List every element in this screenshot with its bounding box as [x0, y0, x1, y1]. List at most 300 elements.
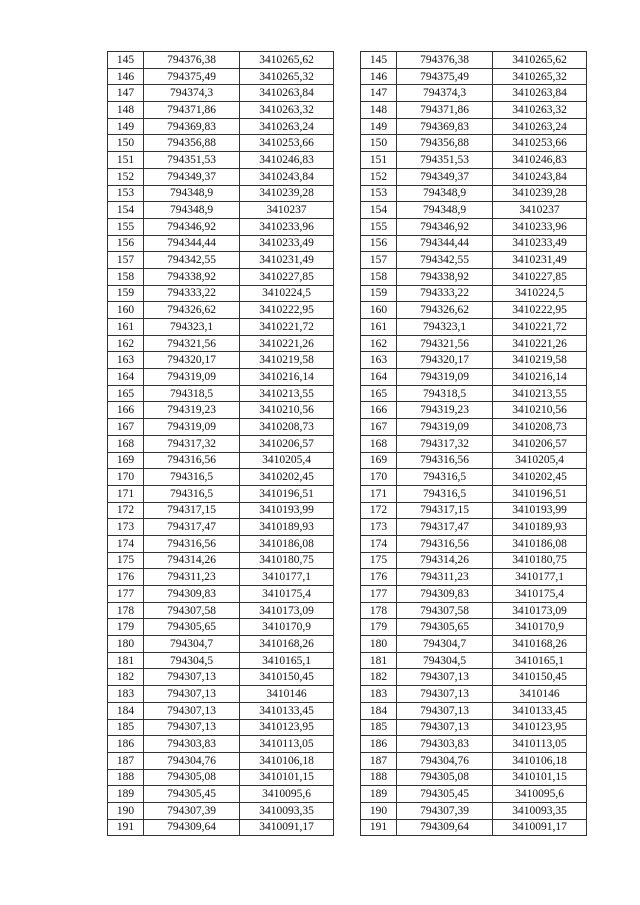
point-number-cell: 172: [108, 502, 144, 519]
x-coordinate-cell: 794317,15: [144, 502, 240, 519]
x-coordinate-cell: 794351,53: [397, 152, 493, 169]
table-row: [108, 85, 334, 102]
y-coordinate-cell: 3410263,32: [493, 102, 587, 119]
y-coordinate-cell: 3410227,85: [493, 268, 587, 285]
table-row: [108, 352, 334, 369]
y-coordinate-cell: 3410206,57: [240, 435, 334, 452]
point-number-cell: 175: [361, 552, 397, 569]
x-coordinate-cell: 794303,83: [144, 736, 240, 753]
table-row: [108, 686, 334, 703]
y-coordinate-cell: 3410150,45: [493, 669, 587, 686]
point-number-cell: 177: [361, 586, 397, 603]
point-number-cell: 151: [361, 152, 397, 169]
y-coordinate-cell: 3410168,26: [240, 636, 334, 653]
point-number-cell: 191: [361, 819, 397, 836]
x-coordinate-cell: 794375,49: [397, 68, 493, 85]
x-coordinate-cell: 794338,92: [397, 268, 493, 285]
point-number-cell: 191: [108, 819, 144, 836]
point-number-cell: 161: [108, 319, 144, 336]
table-row: [361, 352, 587, 369]
x-coordinate-cell: 794321,56: [144, 335, 240, 352]
y-coordinate-cell: 3410095,6: [240, 786, 334, 803]
point-number-cell: 159: [108, 285, 144, 302]
x-coordinate-cell: 794371,86: [397, 102, 493, 119]
y-coordinate-cell: 3410202,45: [493, 469, 587, 486]
y-coordinate-cell: 3410113,05: [240, 736, 334, 753]
point-number-cell: 184: [108, 702, 144, 719]
point-number-cell: 170: [361, 469, 397, 486]
x-coordinate-cell: 794369,83: [397, 118, 493, 135]
coordinates-table-left: [107, 51, 334, 836]
y-coordinate-cell: 3410101,15: [240, 769, 334, 786]
point-number-cell: 162: [108, 335, 144, 352]
y-coordinate-cell: 3410133,45: [493, 702, 587, 719]
table-row: [108, 252, 334, 269]
table-row: [361, 252, 587, 269]
y-coordinate-cell: 3410165,1: [240, 652, 334, 669]
y-coordinate-cell: 3410265,32: [493, 68, 587, 85]
y-coordinate-cell: 3410219,58: [240, 352, 334, 369]
x-coordinate-cell: 794319,09: [144, 419, 240, 436]
y-coordinate-cell: 3410213,55: [240, 385, 334, 402]
y-coordinate-cell: 3410196,51: [493, 485, 587, 502]
table-row: [361, 402, 587, 419]
point-number-cell: 171: [108, 485, 144, 502]
x-coordinate-cell: 794316,56: [397, 452, 493, 469]
y-coordinate-cell: 3410193,99: [240, 502, 334, 519]
y-coordinate-cell: 3410202,45: [240, 469, 334, 486]
x-coordinate-cell: 794307,39: [144, 802, 240, 819]
y-coordinate-cell: 3410175,4: [240, 586, 334, 603]
table-row: [361, 85, 587, 102]
point-number-cell: 151: [108, 152, 144, 169]
x-coordinate-cell: 794316,5: [144, 469, 240, 486]
table-row: [361, 369, 587, 386]
y-coordinate-cell: 3410206,57: [493, 435, 587, 452]
y-coordinate-cell: 3410186,08: [493, 535, 587, 552]
y-coordinate-cell: 3410213,55: [493, 385, 587, 402]
table-row: [361, 552, 587, 569]
table-row: [361, 268, 587, 285]
table-row: [361, 168, 587, 185]
y-coordinate-cell: 3410150,45: [240, 669, 334, 686]
x-coordinate-cell: 794314,26: [144, 552, 240, 569]
x-coordinate-cell: 794376,38: [144, 52, 240, 69]
y-coordinate-cell: 3410237: [493, 202, 587, 219]
point-number-cell: 180: [361, 636, 397, 653]
table-row: [361, 419, 587, 436]
table-row: [108, 802, 334, 819]
x-coordinate-cell: 794374,3: [397, 85, 493, 102]
point-number-cell: 165: [108, 385, 144, 402]
y-coordinate-cell: 3410205,4: [493, 452, 587, 469]
x-coordinate-cell: 794304,76: [144, 752, 240, 769]
x-coordinate-cell: 794307,13: [397, 686, 493, 703]
table-row: [361, 702, 587, 719]
y-coordinate-cell: 3410263,32: [240, 102, 334, 119]
x-coordinate-cell: 794307,58: [144, 602, 240, 619]
table-row: [361, 118, 587, 135]
table-row: [361, 786, 587, 803]
y-coordinate-cell: 3410263,24: [240, 118, 334, 135]
x-coordinate-cell: 794319,23: [144, 402, 240, 419]
y-coordinate-cell: 3410265,62: [493, 52, 587, 69]
x-coordinate-cell: 794356,88: [397, 135, 493, 152]
x-coordinate-cell: 794333,22: [397, 285, 493, 302]
y-coordinate-cell: 3410180,75: [493, 552, 587, 569]
y-coordinate-cell: 3410239,28: [493, 185, 587, 202]
point-number-cell: 176: [108, 569, 144, 586]
table-row: [361, 535, 587, 552]
point-number-cell: 174: [361, 535, 397, 552]
y-coordinate-cell: 3410263,84: [240, 85, 334, 102]
y-coordinate-cell: 3410265,62: [240, 52, 334, 69]
point-number-cell: 149: [108, 118, 144, 135]
point-number-cell: 152: [108, 168, 144, 185]
y-coordinate-cell: 3410193,99: [493, 502, 587, 519]
y-coordinate-cell: 3410208,73: [493, 419, 587, 436]
x-coordinate-cell: 794314,26: [397, 552, 493, 569]
table-row: [361, 819, 587, 836]
x-coordinate-cell: 794320,17: [397, 352, 493, 369]
x-coordinate-cell: 794316,5: [144, 485, 240, 502]
x-coordinate-cell: 794305,45: [397, 786, 493, 803]
point-number-cell: 190: [361, 802, 397, 819]
table-row: [108, 752, 334, 769]
point-number-cell: 182: [108, 669, 144, 686]
x-coordinate-cell: 794307,13: [397, 719, 493, 736]
y-coordinate-cell: 3410180,75: [240, 552, 334, 569]
y-coordinate-cell: 3410168,26: [493, 636, 587, 653]
table-row: [108, 652, 334, 669]
y-coordinate-cell: 3410233,49: [493, 235, 587, 252]
table-row: [108, 202, 334, 219]
table-row: [108, 552, 334, 569]
table-row: [361, 452, 587, 469]
y-coordinate-cell: 3410227,85: [240, 268, 334, 285]
table-row: [361, 519, 587, 536]
x-coordinate-cell: 794307,13: [397, 669, 493, 686]
point-number-cell: 159: [361, 285, 397, 302]
point-number-cell: 156: [108, 235, 144, 252]
y-coordinate-cell: 3410221,72: [240, 319, 334, 336]
x-coordinate-cell: 794319,09: [144, 369, 240, 386]
x-coordinate-cell: 794317,47: [397, 519, 493, 536]
table-body-left: [108, 52, 334, 836]
table-row: [361, 752, 587, 769]
x-coordinate-cell: 794316,5: [397, 469, 493, 486]
coordinates-table-right: [360, 51, 587, 836]
point-number-cell: 145: [108, 52, 144, 69]
x-coordinate-cell: 794323,1: [144, 319, 240, 336]
point-number-cell: 153: [108, 185, 144, 202]
x-coordinate-cell: 794348,9: [144, 202, 240, 219]
y-coordinate-cell: 3410186,08: [240, 535, 334, 552]
x-coordinate-cell: 794351,53: [144, 152, 240, 169]
point-number-cell: 150: [361, 135, 397, 152]
table-row: [108, 586, 334, 603]
y-coordinate-cell: 3410177,1: [493, 569, 587, 586]
point-number-cell: 167: [108, 419, 144, 436]
x-coordinate-cell: 794318,5: [397, 385, 493, 402]
point-number-cell: 186: [108, 736, 144, 753]
point-number-cell: 179: [108, 619, 144, 636]
x-coordinate-cell: 794305,08: [144, 769, 240, 786]
y-coordinate-cell: 3410173,09: [240, 602, 334, 619]
point-number-cell: 167: [361, 419, 397, 436]
y-coordinate-cell: 3410224,5: [493, 285, 587, 302]
table-row: [361, 435, 587, 452]
table-row: [361, 485, 587, 502]
y-coordinate-cell: 3410095,6: [493, 786, 587, 803]
point-number-cell: 184: [361, 702, 397, 719]
y-coordinate-cell: 3410221,26: [493, 335, 587, 352]
point-number-cell: 172: [361, 502, 397, 519]
point-number-cell: 181: [361, 652, 397, 669]
table-row: [108, 152, 334, 169]
x-coordinate-cell: 794319,23: [397, 402, 493, 419]
point-number-cell: 168: [361, 435, 397, 452]
point-number-cell: 175: [108, 552, 144, 569]
point-number-cell: 147: [361, 85, 397, 102]
point-number-cell: 166: [108, 402, 144, 419]
point-number-cell: 150: [108, 135, 144, 152]
table-row: [108, 168, 334, 185]
x-coordinate-cell: 794311,23: [144, 569, 240, 586]
x-coordinate-cell: 794305,65: [144, 619, 240, 636]
table-row: [361, 235, 587, 252]
point-number-cell: 155: [108, 218, 144, 235]
y-coordinate-cell: 3410123,95: [240, 719, 334, 736]
x-coordinate-cell: 794317,32: [144, 435, 240, 452]
x-coordinate-cell: 794304,5: [397, 652, 493, 669]
point-number-cell: 169: [361, 452, 397, 469]
y-coordinate-cell: 3410210,56: [240, 402, 334, 419]
y-coordinate-cell: 3410113,05: [493, 736, 587, 753]
x-coordinate-cell: 794342,55: [144, 252, 240, 269]
y-coordinate-cell: 3410222,95: [240, 302, 334, 319]
y-coordinate-cell: 3410205,4: [240, 452, 334, 469]
table-row: [108, 719, 334, 736]
table-row: [361, 636, 587, 653]
y-coordinate-cell: 3410146: [493, 686, 587, 703]
x-coordinate-cell: 794318,5: [144, 385, 240, 402]
x-coordinate-cell: 794309,83: [397, 586, 493, 603]
x-coordinate-cell: 794307,13: [144, 669, 240, 686]
table-row: [108, 185, 334, 202]
table-row: [361, 652, 587, 669]
point-number-cell: 165: [361, 385, 397, 402]
y-coordinate-cell: 3410189,93: [240, 519, 334, 536]
point-number-cell: 148: [108, 102, 144, 119]
y-coordinate-cell: 3410233,49: [240, 235, 334, 252]
y-coordinate-cell: 3410189,93: [493, 519, 587, 536]
x-coordinate-cell: 794311,23: [397, 569, 493, 586]
table-row: [108, 502, 334, 519]
x-coordinate-cell: 794317,47: [144, 519, 240, 536]
point-number-cell: 162: [361, 335, 397, 352]
x-coordinate-cell: 794376,38: [397, 52, 493, 69]
y-coordinate-cell: 3410101,15: [493, 769, 587, 786]
table-row: [108, 819, 334, 836]
point-number-cell: 164: [108, 369, 144, 386]
table-row: [108, 402, 334, 419]
point-number-cell: 156: [361, 235, 397, 252]
y-coordinate-cell: 3410221,72: [493, 319, 587, 336]
x-coordinate-cell: 794326,62: [397, 302, 493, 319]
table-row: [108, 619, 334, 636]
x-coordinate-cell: 794305,65: [397, 619, 493, 636]
point-number-cell: 187: [108, 752, 144, 769]
y-coordinate-cell: 3410091,17: [240, 819, 334, 836]
table-row: [108, 52, 334, 69]
table-row: [108, 235, 334, 252]
y-coordinate-cell: 3410173,09: [493, 602, 587, 619]
point-number-cell: 158: [361, 268, 397, 285]
point-number-cell: 180: [108, 636, 144, 653]
table-row: [361, 135, 587, 152]
y-coordinate-cell: 3410196,51: [240, 485, 334, 502]
y-coordinate-cell: 3410106,18: [493, 752, 587, 769]
x-coordinate-cell: 794348,9: [397, 202, 493, 219]
x-coordinate-cell: 794304,7: [397, 636, 493, 653]
table-row: [361, 335, 587, 352]
table-row: [361, 619, 587, 636]
table-row: [361, 185, 587, 202]
x-coordinate-cell: 794349,37: [397, 168, 493, 185]
point-number-cell: 178: [361, 602, 397, 619]
point-number-cell: 182: [361, 669, 397, 686]
y-coordinate-cell: 3410216,14: [240, 369, 334, 386]
point-number-cell: 153: [361, 185, 397, 202]
table-body-right: [361, 52, 587, 836]
table-row: [108, 385, 334, 402]
table-row: [361, 319, 587, 336]
table-row: [361, 802, 587, 819]
x-coordinate-cell: 794371,86: [144, 102, 240, 119]
point-number-cell: 149: [361, 118, 397, 135]
point-number-cell: 185: [361, 719, 397, 736]
x-coordinate-cell: 794307,58: [397, 602, 493, 619]
table-row: [361, 385, 587, 402]
x-coordinate-cell: 794323,1: [397, 319, 493, 336]
table-row: [361, 202, 587, 219]
table-row: [108, 285, 334, 302]
table-row: [108, 369, 334, 386]
table-row: [361, 586, 587, 603]
y-coordinate-cell: 3410146: [240, 686, 334, 703]
table-row: [361, 686, 587, 703]
y-coordinate-cell: 3410224,5: [240, 285, 334, 302]
y-coordinate-cell: 3410263,84: [493, 85, 587, 102]
point-number-cell: 146: [361, 68, 397, 85]
y-coordinate-cell: 3410106,18: [240, 752, 334, 769]
point-number-cell: 173: [361, 519, 397, 536]
x-coordinate-cell: 794316,56: [397, 535, 493, 552]
x-coordinate-cell: 794326,62: [144, 302, 240, 319]
point-number-cell: 158: [108, 268, 144, 285]
table-row: [108, 702, 334, 719]
point-number-cell: 168: [108, 435, 144, 452]
point-number-cell: 145: [361, 52, 397, 69]
x-coordinate-cell: 794348,9: [144, 185, 240, 202]
point-number-cell: 185: [108, 719, 144, 736]
x-coordinate-cell: 794304,7: [144, 636, 240, 653]
x-coordinate-cell: 794305,45: [144, 786, 240, 803]
table-row: [108, 569, 334, 586]
y-coordinate-cell: 3410210,56: [493, 402, 587, 419]
y-coordinate-cell: 3410216,14: [493, 369, 587, 386]
y-coordinate-cell: 3410221,26: [240, 335, 334, 352]
point-number-cell: 189: [108, 786, 144, 803]
point-number-cell: 176: [361, 569, 397, 586]
point-number-cell: 161: [361, 319, 397, 336]
y-coordinate-cell: 3410246,83: [240, 152, 334, 169]
point-number-cell: 170: [108, 469, 144, 486]
y-coordinate-cell: 3410165,1: [493, 652, 587, 669]
x-coordinate-cell: 794317,32: [397, 435, 493, 452]
table-row: [108, 68, 334, 85]
y-coordinate-cell: 3410253,66: [493, 135, 587, 152]
x-coordinate-cell: 794316,56: [144, 535, 240, 552]
table-row: [361, 469, 587, 486]
x-coordinate-cell: 794375,49: [144, 68, 240, 85]
point-number-cell: 154: [108, 202, 144, 219]
x-coordinate-cell: 794374,3: [144, 85, 240, 102]
point-number-cell: 169: [108, 452, 144, 469]
y-coordinate-cell: 3410265,32: [240, 68, 334, 85]
table-row: [108, 135, 334, 152]
x-coordinate-cell: 794356,88: [144, 135, 240, 152]
table-row: [108, 669, 334, 686]
y-coordinate-cell: 3410263,24: [493, 118, 587, 135]
table-row: [108, 636, 334, 653]
table-row: [361, 102, 587, 119]
table-row: [361, 302, 587, 319]
table-row: [361, 719, 587, 736]
table-row: [108, 485, 334, 502]
y-coordinate-cell: 3410133,45: [240, 702, 334, 719]
point-number-cell: 148: [361, 102, 397, 119]
x-coordinate-cell: 794303,83: [397, 736, 493, 753]
x-coordinate-cell: 794304,76: [397, 752, 493, 769]
x-coordinate-cell: 794316,5: [397, 485, 493, 502]
point-number-cell: 189: [361, 786, 397, 803]
table-row: [108, 535, 334, 552]
x-coordinate-cell: 794309,64: [397, 819, 493, 836]
point-number-cell: 166: [361, 402, 397, 419]
x-coordinate-cell: 794349,37: [144, 168, 240, 185]
x-coordinate-cell: 794309,83: [144, 586, 240, 603]
table-row: [361, 285, 587, 302]
point-number-cell: 154: [361, 202, 397, 219]
y-coordinate-cell: 3410177,1: [240, 569, 334, 586]
table-row: [108, 452, 334, 469]
point-number-cell: 152: [361, 168, 397, 185]
table-row: [108, 602, 334, 619]
x-coordinate-cell: 794319,09: [397, 369, 493, 386]
point-number-cell: 186: [361, 736, 397, 753]
table-row: [361, 68, 587, 85]
table-row: [361, 736, 587, 753]
y-coordinate-cell: 3410123,95: [493, 719, 587, 736]
x-coordinate-cell: 794307,13: [144, 686, 240, 703]
point-number-cell: 157: [361, 252, 397, 269]
x-coordinate-cell: 794307,13: [397, 702, 493, 719]
point-number-cell: 164: [361, 369, 397, 386]
table-row: [361, 569, 587, 586]
y-coordinate-cell: 3410233,96: [493, 218, 587, 235]
